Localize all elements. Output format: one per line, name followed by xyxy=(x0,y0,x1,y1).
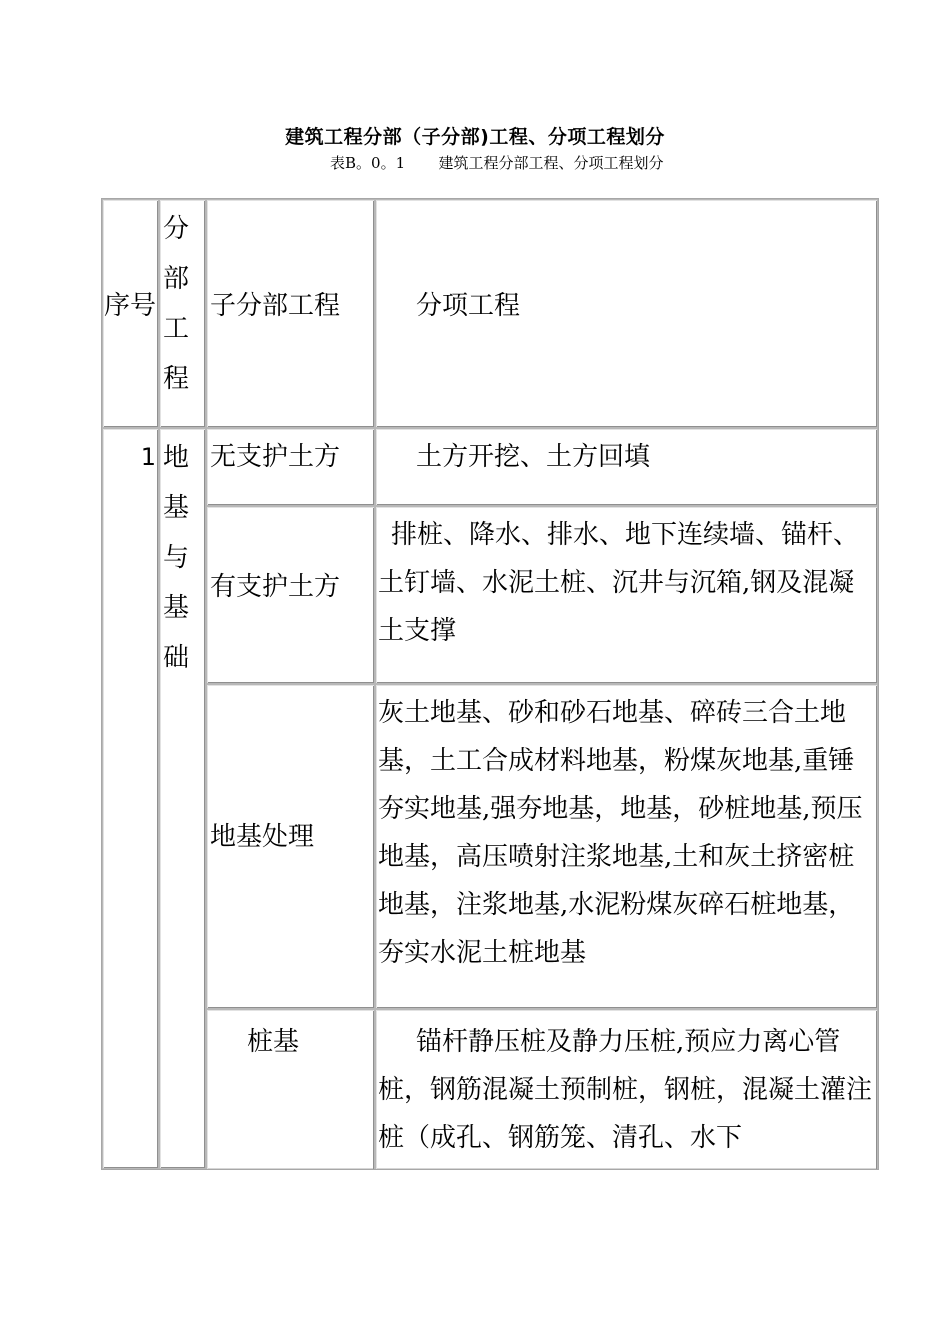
sub-supported-earthwork-name: 有支护土方 xyxy=(210,572,341,602)
sub-foundation-treatment-name: 地基处理 xyxy=(210,822,315,852)
items-pile-foundation-cell xyxy=(375,1009,878,1170)
items-supported-earthwork-cell xyxy=(375,506,878,684)
row1-index: 1 xyxy=(140,443,156,471)
items-foundation-treatment: 灰土地基、砂和砂石地基、碎砖三合土地基，土工合成材料地基，粉煤灰地基,重锤夯实地基,强夯地基，地基，砂桩地基,预压地基，高压喷射注浆地基,土和灰土挤密桩地基，注浆地基,水泥粉煤灰碎石桩地基，夯实水泥土桩地基 xyxy=(378,698,863,968)
header-division-cell xyxy=(159,199,206,428)
sub-unsupported-earthwork-cell xyxy=(206,428,375,506)
header-index-label: 序号 xyxy=(104,291,157,321)
sub-pile-foundation-name: 桩基 xyxy=(247,1027,300,1057)
row1-index-cell xyxy=(102,428,159,1169)
header-subdivision-cell xyxy=(206,199,375,428)
sub-unsupported-earthwork-name: 无支护土方 xyxy=(210,442,341,472)
sub-supported-earthwork-cell xyxy=(206,506,375,684)
items-supported-earthwork: 排桩、降水、排水、地下连续墙、锚杆、土钉墙、水泥土桩、沉井与沉箱,钢及混凝土支撑 xyxy=(378,520,860,646)
header-division-label: 分部工程 xyxy=(163,214,190,394)
division-table xyxy=(101,198,879,1170)
table-caption: 表B。0。1 建筑工程分部工程、分项工程划分 xyxy=(330,154,664,172)
header-items-cell xyxy=(375,199,878,428)
sub-pile-foundation-cell xyxy=(206,1009,375,1170)
row1-division-cell xyxy=(159,428,206,1169)
header-subdivision-label: 子分部工程 xyxy=(210,291,341,321)
header-items-label: 分项工程 xyxy=(416,291,521,321)
header-index-cell xyxy=(102,199,159,428)
row1-division: 地基与基础 xyxy=(163,443,190,673)
sub-foundation-treatment-cell xyxy=(206,684,375,1009)
document-title: 建筑工程分部（子分部)工程、分项工程划分 xyxy=(285,126,665,148)
items-foundation-treatment-cell xyxy=(375,684,878,1009)
items-pile-foundation: 锚杆静压桩及静力压桩,预应力离心管桩，钢筋混凝土预制桩，钢桩，混凝土灌注桩（成孔、钢筋笼、清孔、水下 xyxy=(378,1027,873,1153)
items-unsupported-earthwork-cell xyxy=(375,428,878,506)
items-unsupported-earthwork: 土方开挖、土方回填 xyxy=(416,442,651,472)
